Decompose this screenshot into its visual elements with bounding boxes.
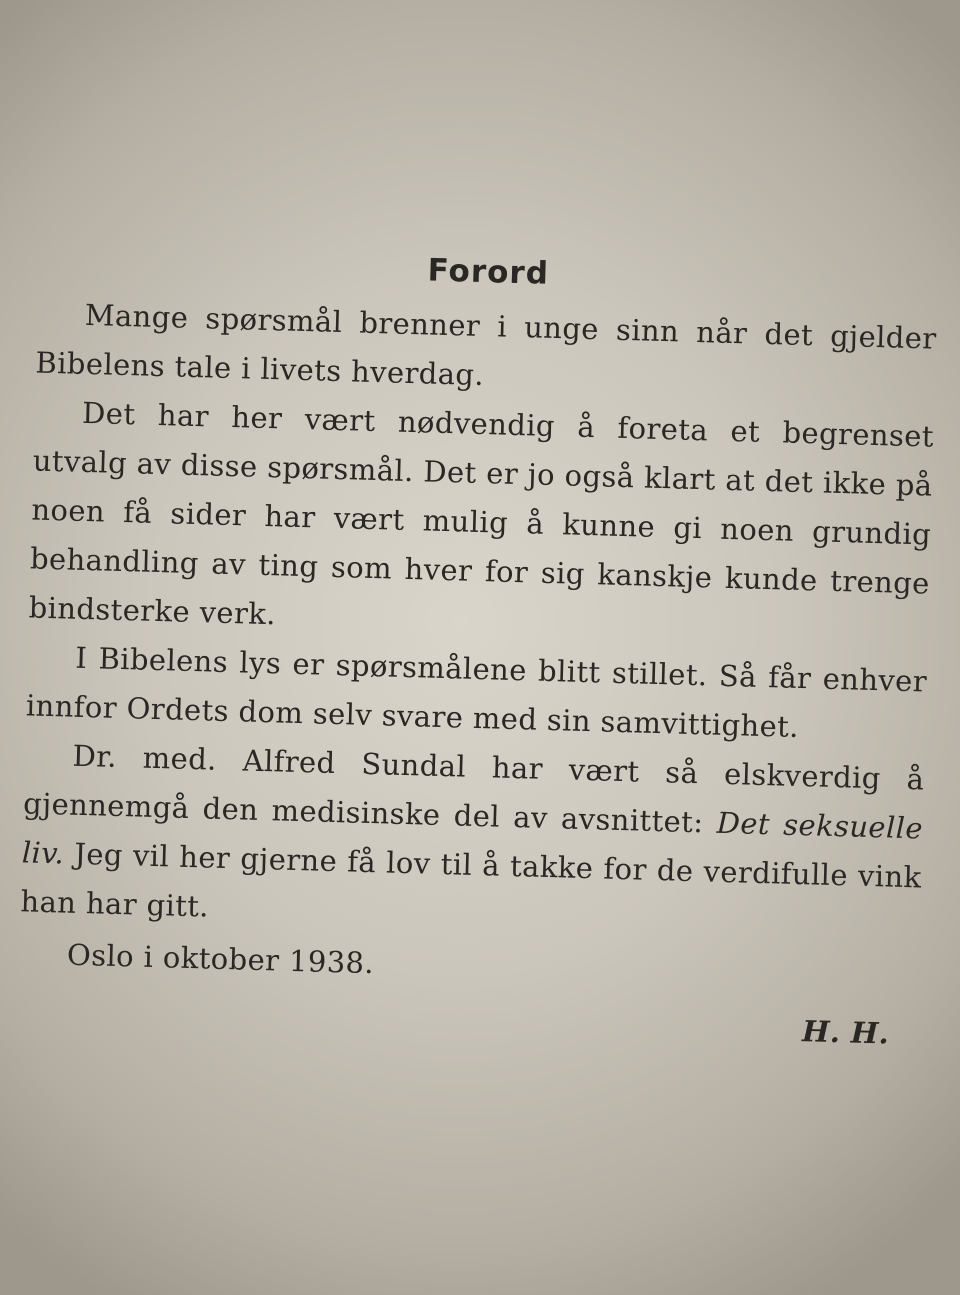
foreword-heading: Forord [427,252,550,292]
foreword-text [17,238,939,1060]
paragraph-3: I Bibelens lys er spørsmålene blitt stillet. Så får enhver innfor Ordets dom selv svare med sin samvittighet. [25,640,928,744]
acknowledgement-text: Dr. med. Alfred Sundal har vært så elskverdig å gjennemgå den medisinske del av avsnittet: [22,738,925,840]
paragraph-1: Mange spørsmål brenner i unge sinn når det gjelder Bibelens tale i livets hverdag. [35,297,938,393]
section-title-reference: Det seksuelle liv. [21,805,924,871]
acknowledgement-thanks: Jeg vil her gjerne få lov til å takke for de verdifulle vink han har gitt. [20,836,923,924]
paragraph-2: Det har her vært nødvendig å foreta et begrenset utvalg av disse spørsmål. Det er jo også klart at det ikke på noen få sider har vært mulig å kunne gi noen grundig behandling av ting som hver for sig kanskje kunde trenge bindsterke verk. [28,395,935,632]
acknowledgement-paragraph [20,730,925,951]
place-date: Oslo i oktober 1938. [66,937,375,981]
author-initials: H. H. [801,1014,890,1051]
